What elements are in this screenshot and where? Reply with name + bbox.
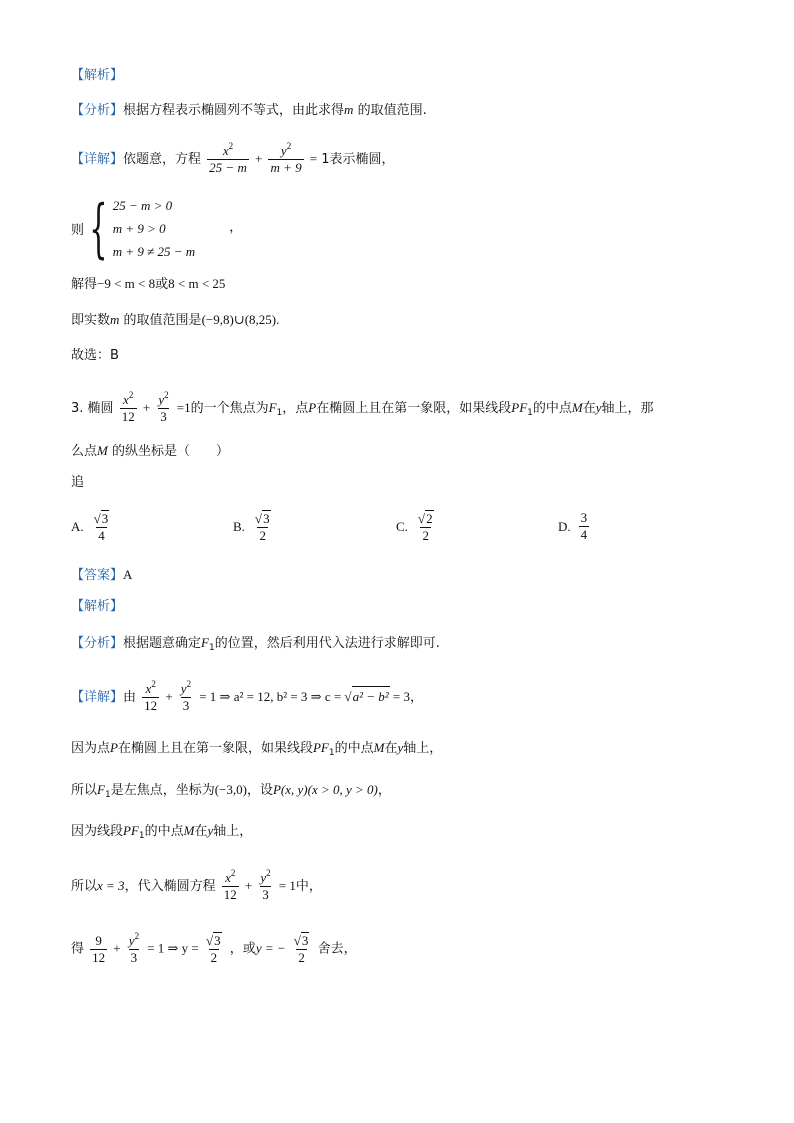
option-d[interactable]: D. $\frac{3}{4}$	[558, 510, 588, 542]
reason-line-5: 得 $\frac{9}{12}$ + $\frac{y^2}{3}$ = 1 ⇒ y = √ 3 2 ，或y = − √ 3 2 舍去，	[71, 930, 357, 965]
comma: ，	[229, 220, 243, 235]
ze-label: 则	[71, 223, 85, 238]
choice-line: 故选：B	[71, 348, 119, 363]
analysis-line-2: 【分析】根据题意确定$F_1$的位置，然后利用代入法进行求解即可.	[71, 635, 440, 653]
option-a[interactable]: A. √ 3 4	[71, 511, 109, 543]
condition-3: m + 9 ≠ 25 − m	[112, 244, 196, 259]
reason-line-2: 所以$F_1$是左焦点，坐标为(−3,0)，设P(x, y)(x > 0, y > 0)，	[71, 782, 391, 800]
inequality-system	[71, 191, 243, 266]
range-line: 即实数m 的取值范围是(−9,8)∪(8,25).	[71, 312, 280, 328]
question-3-line-2: 么点M 的纵坐标是（ ）	[71, 443, 230, 459]
tag-fenxi: 【分析】	[71, 103, 124, 118]
detail-line-1: 【详解】依题意，方程 $\frac{x^2}{25 - m}$ + $\frac{y^2}{m + 9}$ = 1表示椭圆，	[71, 141, 395, 175]
analysis-line-1: 【分析】根据方程表示椭圆列不等式，由此求得m 的取值范围.	[71, 102, 427, 118]
fraction: $\frac{x^2}{25 - m}$	[209, 141, 247, 175]
question-3-line-1: 3. 椭圆 $\frac{x^2}{12}$ + $\frac{y^2}{3}$ =1的一个焦点为$F_1$，点P在椭圆上且在第一象限，如果线段$PF_1$的中点M在y轴上，那	[71, 390, 654, 424]
detail-line-2: 【详解】由 $\frac{x^2}{12}$ + $\frac{y^2}{3}$ = 1 ⇒ a² = 12, b² = 3 ⇒ c = √ a² − b² = 3，	[71, 679, 423, 713]
answer-line: 【答案】A	[71, 567, 133, 583]
fraction: $\frac{y^2}{m + 9}$	[270, 141, 302, 175]
section-tag-analysis: 【解析】	[71, 68, 124, 83]
reason-line-4: 所以x = 3，代入椭圆方程 $\frac{x^2}{12}$ + $\frac{y^2}{3}$ = 1中，	[71, 868, 322, 902]
left-brace-icon: {	[89, 191, 108, 266]
system-rows	[113, 194, 195, 263]
stray-char: 追	[71, 475, 85, 490]
solve-line: 解得−9 < m < 8或8 < m < 25	[71, 276, 226, 292]
reason-line-1: 因为点P在椭圆上且在第一象限，如果线段$PF_1$的中点M在y轴上，	[71, 740, 443, 758]
tag-xiangjie: 【详解】	[71, 152, 124, 167]
option-c[interactable]: C. √ 2 2	[396, 511, 433, 543]
reason-line-3: 因为线段$PF_1$的中点M在y轴上，	[71, 823, 253, 841]
condition-2: m + 9 > 0	[112, 221, 166, 236]
option-b[interactable]: B. √ 3 2	[233, 511, 270, 543]
condition-1: 25 − m > 0	[112, 198, 173, 213]
section-tag-analysis-2: 【解析】	[71, 599, 124, 614]
